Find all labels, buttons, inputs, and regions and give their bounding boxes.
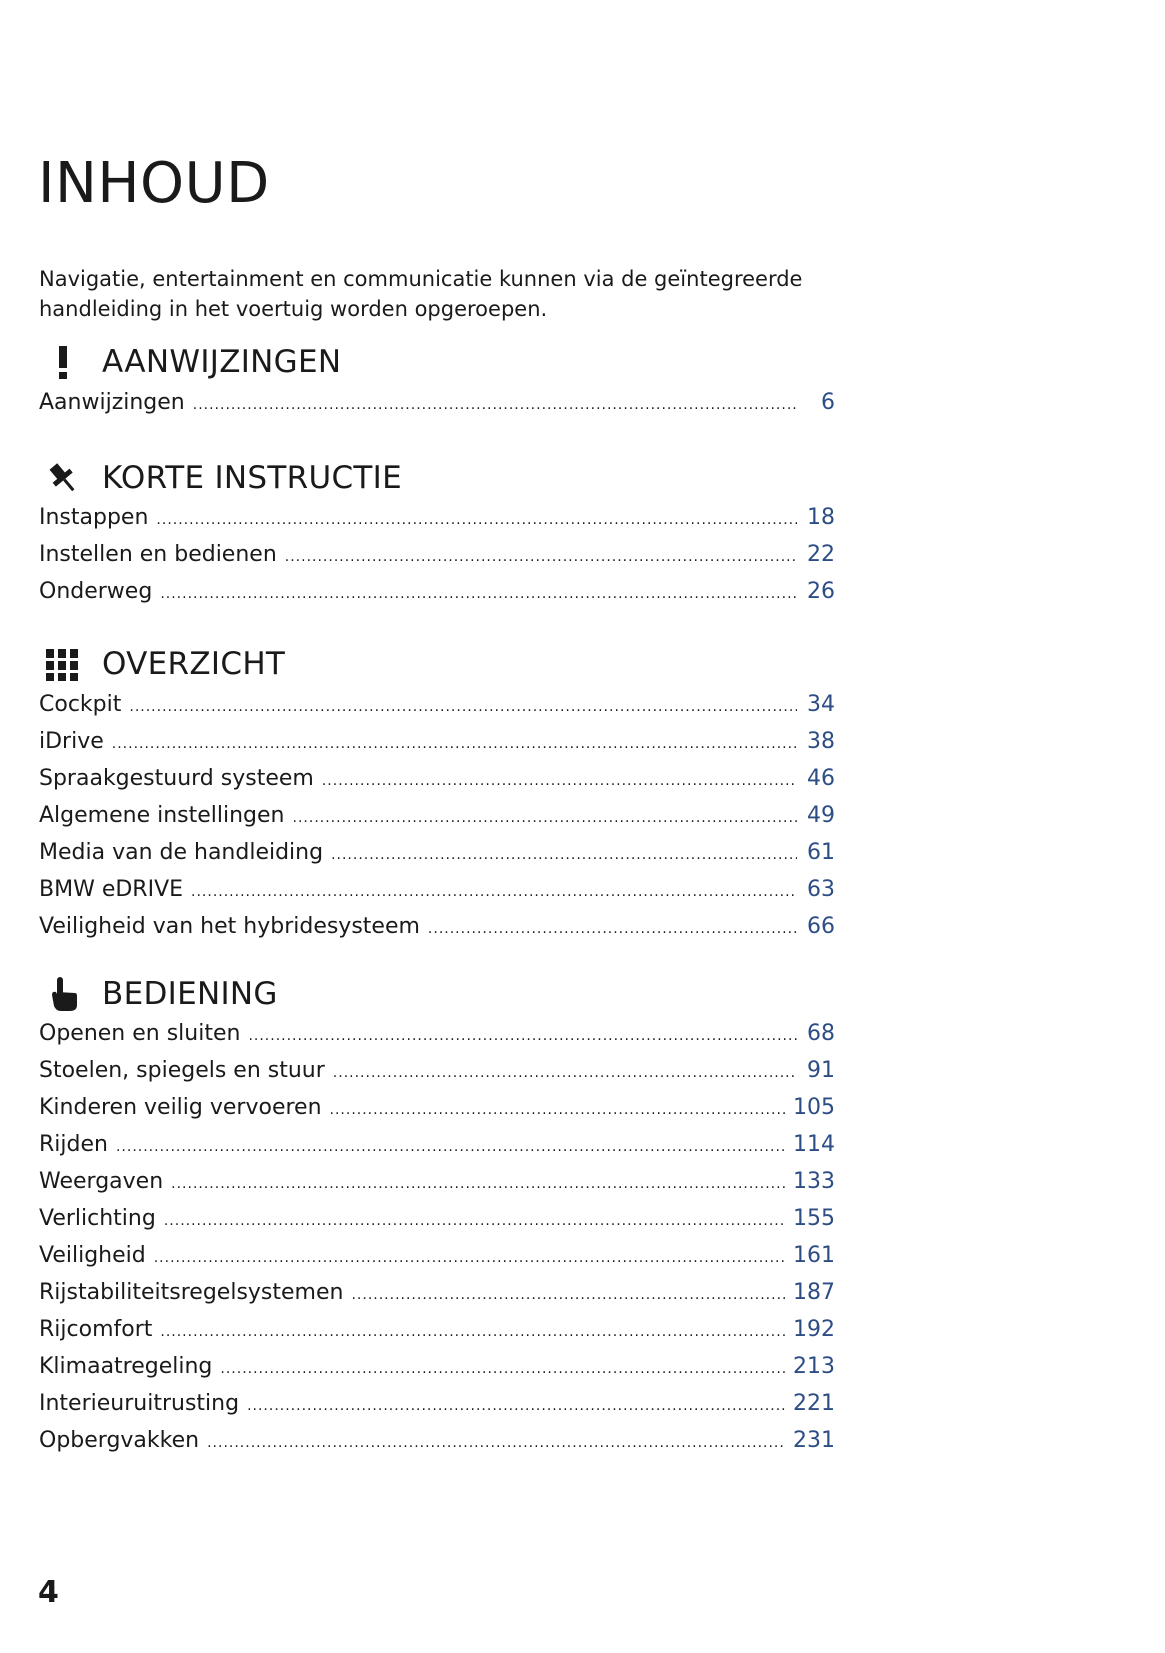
toc-entry-page[interactable]: 213 [793, 1354, 835, 1379]
toc-entry-label: Onderweg [39, 579, 153, 604]
toc-entry-label: iDrive [39, 729, 104, 754]
toc-list-bediening [39, 1021, 835, 1465]
toc-entry-page[interactable]: 22 [807, 542, 835, 567]
toc-entry-label: Verlichting [39, 1206, 156, 1231]
toc-entry-label: Spraakgestuurd systeem [39, 766, 314, 791]
toc-entry-page[interactable]: 68 [807, 1021, 835, 1046]
toc-entry[interactable] [39, 579, 835, 616]
dot-leader [330, 1102, 785, 1118]
section-header-aanwijzingen [38, 342, 341, 382]
toc-entry[interactable] [39, 766, 835, 803]
dot-leader [171, 1176, 785, 1192]
toc-entry-page[interactable]: 61 [807, 840, 835, 865]
toc-entry[interactable] [39, 1058, 835, 1095]
section-title: OVERZICHT [102, 645, 286, 682]
toc-entry[interactable] [39, 542, 835, 579]
toc-entry-label: Algemene instellingen [39, 803, 285, 828]
toc-entry-label: Cockpit [39, 692, 122, 717]
toc-entry-label: Veiligheid van het hybridesysteem [39, 914, 420, 939]
section-title: AANWIJZINGEN [102, 343, 342, 380]
toc-entry-page[interactable]: 133 [793, 1169, 835, 1194]
toc-entry-page[interactable]: 34 [807, 692, 835, 717]
dot-leader [112, 736, 797, 752]
dot-leader [160, 586, 797, 602]
section-title: BEDIENING [102, 975, 278, 1012]
toc-entry[interactable] [39, 1021, 835, 1058]
toc-entry-page[interactable]: 38 [807, 729, 835, 754]
toc-entry-label: Opbergvakken [39, 1428, 200, 1453]
toc-entry[interactable] [39, 1095, 835, 1132]
toc-entry-page[interactable]: 26 [807, 579, 835, 604]
toc-entry-label: Aanwijzingen [39, 390, 185, 415]
toc-entry[interactable] [39, 1206, 835, 1243]
toc-entry-page[interactable]: 231 [793, 1428, 835, 1453]
toc-entry[interactable] [39, 840, 835, 877]
toc-entry[interactable] [39, 1280, 835, 1317]
page-number: 4 [38, 1575, 59, 1610]
dot-leader [156, 512, 797, 528]
dot-leader [293, 810, 797, 826]
toc-entry-label: Openen en sluiten [39, 1021, 241, 1046]
dot-leader [333, 1065, 797, 1081]
toc-list-aanwijzingen [39, 390, 835, 427]
toc-entry[interactable] [39, 914, 835, 951]
hand-pointer-icon [38, 974, 88, 1014]
toc-entry-page[interactable]: 66 [807, 914, 835, 939]
toc-entry[interactable] [39, 1132, 835, 1169]
toc-entry-page[interactable]: 6 [821, 390, 835, 415]
toc-entry[interactable] [39, 692, 835, 729]
dot-leader [322, 773, 797, 789]
toc-entry-label: Interieuruitrusting [39, 1391, 240, 1416]
dot-leader [191, 884, 797, 900]
dot-leader [247, 1398, 785, 1414]
page-title: INHOUD [38, 150, 270, 216]
toc-entry-page[interactable]: 18 [807, 505, 835, 530]
toc-entry-label: Stoelen, spiegels en stuur [39, 1058, 325, 1083]
toc-entry[interactable] [39, 1169, 835, 1206]
toc-entry[interactable] [39, 803, 835, 840]
toc-entry[interactable] [39, 1243, 835, 1280]
toc-entry-page[interactable]: 49 [807, 803, 835, 828]
toc-entry-page[interactable]: 63 [807, 877, 835, 902]
intro-text: Navigatie, entertainment en communicatie kunnen via de geïntegreerde handleiding in het voertuig worden opgeroepen. [39, 267, 803, 321]
toc-entry[interactable] [39, 877, 835, 914]
toc-entry-label: Weergaven [39, 1169, 164, 1194]
grid-icon [38, 644, 88, 684]
dot-leader [351, 1287, 785, 1303]
toc-entry-label: Rijden [39, 1132, 108, 1157]
dot-leader [428, 921, 797, 937]
toc-entry-label: Klimaatregeling [39, 1354, 213, 1379]
toc-entry-label: Kinderen veilig vervoeren [39, 1095, 322, 1120]
toc-entry-label: Rijcomfort [39, 1317, 153, 1342]
toc-entry[interactable] [39, 1354, 835, 1391]
dot-leader [285, 549, 797, 565]
toc-entry-page[interactable]: 187 [793, 1280, 835, 1305]
dot-leader [207, 1435, 785, 1451]
toc-entry-page[interactable]: 192 [793, 1317, 835, 1342]
toc-entry-page[interactable]: 91 [807, 1058, 835, 1083]
dot-leader [193, 397, 797, 413]
dot-leader [331, 847, 797, 863]
toc-entry[interactable] [39, 1391, 835, 1428]
dot-leader [164, 1213, 785, 1229]
pushpin-icon [38, 458, 88, 498]
toc-entry-label: Rijstabiliteitsregelsystemen [39, 1280, 344, 1305]
toc-entry-label: BMW eDRIVE [39, 877, 184, 902]
toc-entry-page[interactable]: 114 [793, 1132, 835, 1157]
toc-entry[interactable] [39, 1317, 835, 1354]
toc-entry-label: Instappen [39, 505, 149, 530]
dot-leader [160, 1324, 785, 1340]
toc-entry-page[interactable]: 161 [793, 1243, 835, 1268]
toc-entry-page[interactable]: 221 [793, 1391, 835, 1416]
toc-entry[interactable] [39, 1428, 835, 1465]
exclamation-icon [38, 342, 88, 382]
dot-leader [220, 1361, 785, 1377]
section-header-overzicht [38, 644, 285, 684]
toc-entry-page[interactable]: 155 [793, 1206, 835, 1231]
dot-leader [129, 699, 797, 715]
toc-entry-label: Instellen en bedienen [39, 542, 277, 567]
toc-entry[interactable] [39, 505, 835, 542]
toc-entry-label: Media van de handleiding [39, 840, 324, 865]
dot-leader [248, 1028, 797, 1044]
toc-entry-page[interactable]: 105 [793, 1095, 835, 1120]
section-header-korte-instructie [38, 458, 402, 498]
toc-entry[interactable] [39, 729, 835, 766]
section-header-bediening [38, 974, 278, 1014]
toc-entry[interactable] [39, 390, 835, 427]
toc-entry-page[interactable]: 46 [807, 766, 835, 791]
dot-leader [154, 1250, 785, 1266]
toc-list-overzicht [39, 692, 835, 951]
toc-entry-label: Veiligheid [39, 1243, 146, 1268]
section-title: KORTE INSTRUCTIE [102, 459, 402, 496]
toc-list-korte-instructie [39, 505, 835, 616]
dot-leader [116, 1139, 785, 1155]
